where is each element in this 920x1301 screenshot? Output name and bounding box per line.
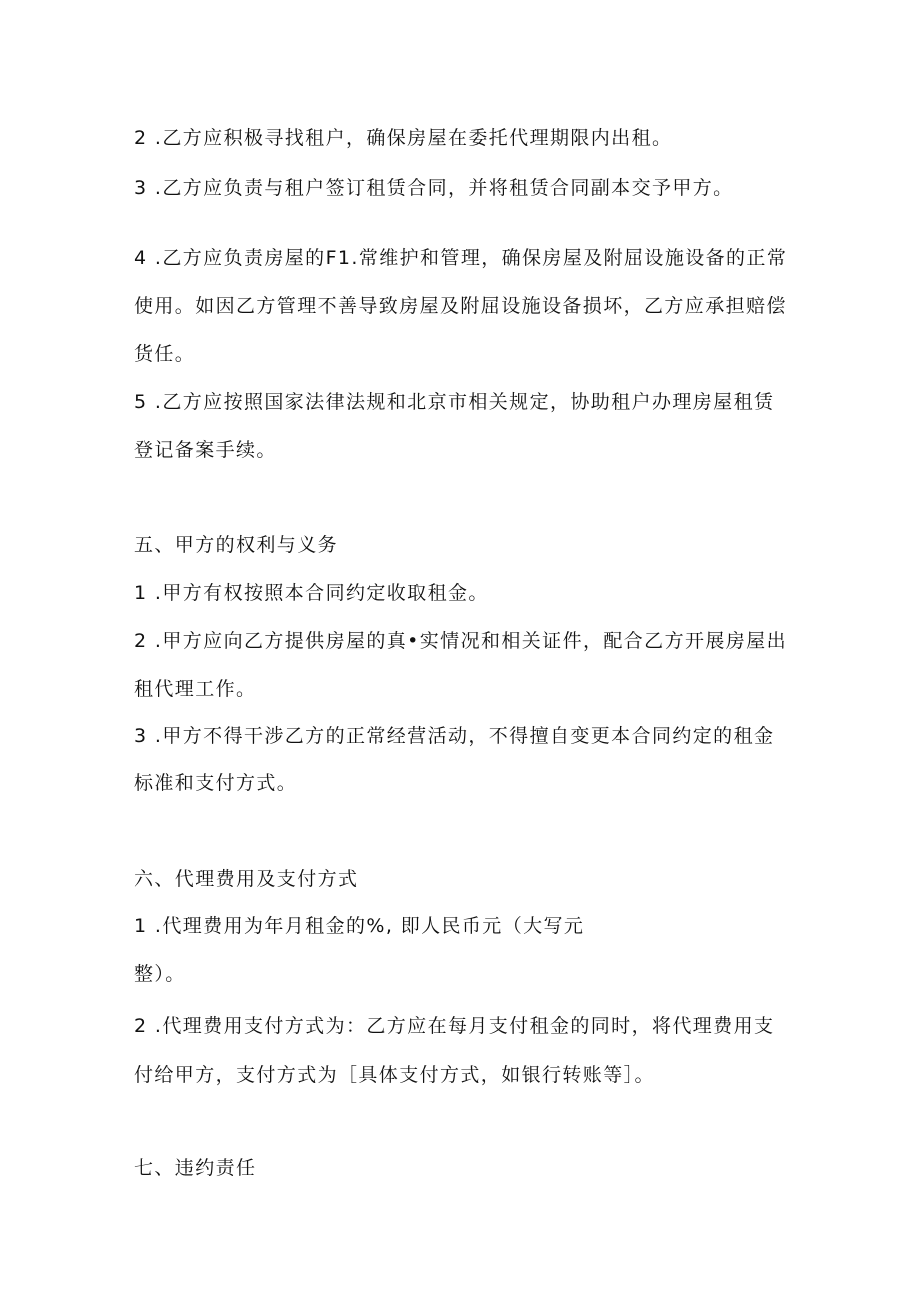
section-heading: 五、甲方的权利与义务 (134, 534, 339, 556)
clause-line: 使用。如因乙方管理不善导致房屋及附屈设施设备损坏，乙方应承担赔偿 (134, 295, 787, 317)
clause-line: 3 .甲方不得干涉乙方的正常经营活动，不得擅自变更本合同约定的租金 (134, 725, 775, 747)
clause-line: 2 .甲方应向乙方提供房屋的真•实情况和相关证件，配合乙方开展房屋出 (134, 630, 787, 652)
clause-line: 1 .代理费用为年月租金的%, 即人民币元（大写元 (134, 915, 585, 937)
clause-line: 4 .乙方应负责房屋的F1.常维护和管理，确保房屋及附屈设施设备的正常 (134, 247, 788, 269)
section-heading: 六、代理费用及支付方式 (134, 868, 359, 890)
clause-line: 登记备案手续。 (134, 439, 277, 461)
clause-line: 5 .乙方应按照国家法律法规和北京市相关规定，协助租户办理房屋租赁 (134, 391, 775, 413)
clause-line: 标准和支付方式。 (134, 772, 298, 794)
clause-line: 3 .乙方应负责与租户签订租赁合同，并将租赁合同副本交予甲方。 (134, 177, 734, 199)
clause-line: 付给甲方，支付方式为［具体支付方式，如银行转账等］。 (134, 1064, 655, 1086)
clause-line: 2 .代理费用支付方式为：乙方应在每月支付租金的同时，将代理费用支 (134, 1015, 775, 1037)
clause-line: 租代理工作。 (134, 678, 257, 700)
clause-line: 整）。 (134, 963, 186, 985)
clause-line: 货任。 (134, 343, 196, 365)
clause-line: 1 .甲方有权按照本合同约定收取租金。 (134, 582, 489, 604)
section-heading: 七、违约责任 (134, 1157, 257, 1179)
clause-line: 2 .乙方应积极寻找租户，确保房屋在委托代理期限内出租。 (134, 127, 673, 149)
